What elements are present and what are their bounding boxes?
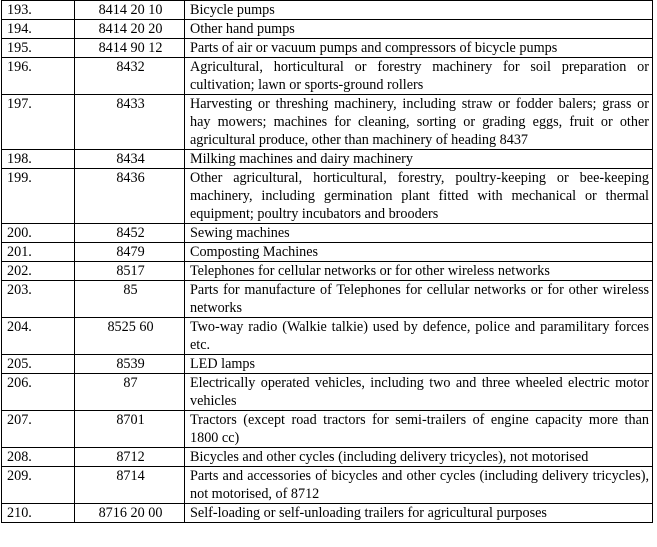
serial-number-cell: 199.	[2, 169, 75, 224]
hs-code-cell: 8414 90 12	[75, 39, 185, 58]
description-cell: Telephones for cellular networks or for other wireless networks	[185, 262, 653, 281]
serial-number-cell: 205.	[2, 355, 75, 374]
description-cell: Sewing machines	[185, 224, 653, 243]
table-row	[2, 355, 653, 374]
hs-code-cell: 8452	[75, 224, 185, 243]
description-cell: Other hand pumps	[185, 20, 653, 39]
table-row	[2, 281, 653, 318]
hs-code-cell: 8701	[75, 411, 185, 448]
table-row	[2, 224, 653, 243]
hs-code-cell: 8517	[75, 262, 185, 281]
serial-number-cell: 197.	[2, 95, 75, 150]
hs-code-cell: 8714	[75, 467, 185, 504]
hs-code-cell: 8525 60	[75, 318, 185, 355]
serial-number-cell: 203.	[2, 281, 75, 318]
serial-number-cell: 206.	[2, 374, 75, 411]
serial-number-cell: 200.	[2, 224, 75, 243]
description-cell: Milking machines and dairy machinery	[185, 150, 653, 169]
serial-number-cell: 209.	[2, 467, 75, 504]
table-row	[2, 467, 653, 504]
serial-number-cell: 201.	[2, 243, 75, 262]
table-row	[2, 243, 653, 262]
description-cell: Parts and accessories of bicycles and other cycles (including delivery tricycles), not motorised, of 8712	[185, 467, 653, 504]
table-row	[2, 39, 653, 58]
table-row	[2, 411, 653, 448]
serial-number-cell: 198.	[2, 150, 75, 169]
description-cell: Parts of air or vacuum pumps and compressors of bicycle pumps	[185, 39, 653, 58]
table-row	[2, 58, 653, 95]
hs-code-cell: 8479	[75, 243, 185, 262]
table-row	[2, 262, 653, 281]
hs-code-cell: 8432	[75, 58, 185, 95]
description-cell: Harvesting or threshing machinery, including straw or fodder balers; grass or hay mowers; machines for cleaning, sorting or grading eggs, fruit or other agricultural produce, other than machinery of heading 8437	[185, 95, 653, 150]
hs-code-cell: 8414 20 20	[75, 20, 185, 39]
serial-number-cell: 196.	[2, 58, 75, 95]
serial-number-cell: 194.	[2, 20, 75, 39]
table-row	[2, 1, 653, 20]
description-cell: Other agricultural, horticultural, forestry, poultry-keeping or bee-keeping machinery, including germination plant fitted with mechanical or thermal equipment; poultry incubators and brooders	[185, 169, 653, 224]
serial-number-cell: 204.	[2, 318, 75, 355]
hs-code-cell: 8712	[75, 448, 185, 467]
description-cell: Electrically operated vehicles, including two and three wheeled electric motor vehicles	[185, 374, 653, 411]
table-row	[2, 504, 653, 523]
tariff-table	[1, 0, 653, 523]
description-cell: Composting Machines	[185, 243, 653, 262]
serial-number-cell: 208.	[2, 448, 75, 467]
serial-number-cell: 193.	[2, 1, 75, 20]
description-cell: Parts for manufacture of Telephones for cellular networks or for other wireless networks	[185, 281, 653, 318]
description-cell: Two-way radio (Walkie talkie) used by defence, police and paramilitary forces etc.	[185, 318, 653, 355]
hs-code-cell: 85	[75, 281, 185, 318]
hs-code-cell: 8433	[75, 95, 185, 150]
serial-number-cell: 195.	[2, 39, 75, 58]
tariff-table-body	[2, 1, 653, 523]
hs-code-cell: 8539	[75, 355, 185, 374]
table-row	[2, 169, 653, 224]
hs-code-cell: 87	[75, 374, 185, 411]
description-cell: Bicycle pumps	[185, 1, 653, 20]
serial-number-cell: 202.	[2, 262, 75, 281]
table-row	[2, 374, 653, 411]
table-row	[2, 95, 653, 150]
description-cell: LED lamps	[185, 355, 653, 374]
description-cell: Agricultural, horticultural or forestry machinery for soil preparation or cultivation; lawn or sports-ground rollers	[185, 58, 653, 95]
hs-code-cell: 8414 20 10	[75, 1, 185, 20]
serial-number-cell: 207.	[2, 411, 75, 448]
description-cell: Self-loading or self-unloading trailers for agricultural purposes	[185, 504, 653, 523]
serial-number-cell: 210.	[2, 504, 75, 523]
hs-code-cell: 8434	[75, 150, 185, 169]
table-row	[2, 20, 653, 39]
table-row	[2, 150, 653, 169]
table-row	[2, 318, 653, 355]
hs-code-cell: 8716 20 00	[75, 504, 185, 523]
hs-code-cell: 8436	[75, 169, 185, 224]
description-cell: Tractors (except road tractors for semi-trailers of engine capacity more than 1800 cc)	[185, 411, 653, 448]
description-cell: Bicycles and other cycles (including delivery tricycles), not motorised	[185, 448, 653, 467]
table-row	[2, 448, 653, 467]
